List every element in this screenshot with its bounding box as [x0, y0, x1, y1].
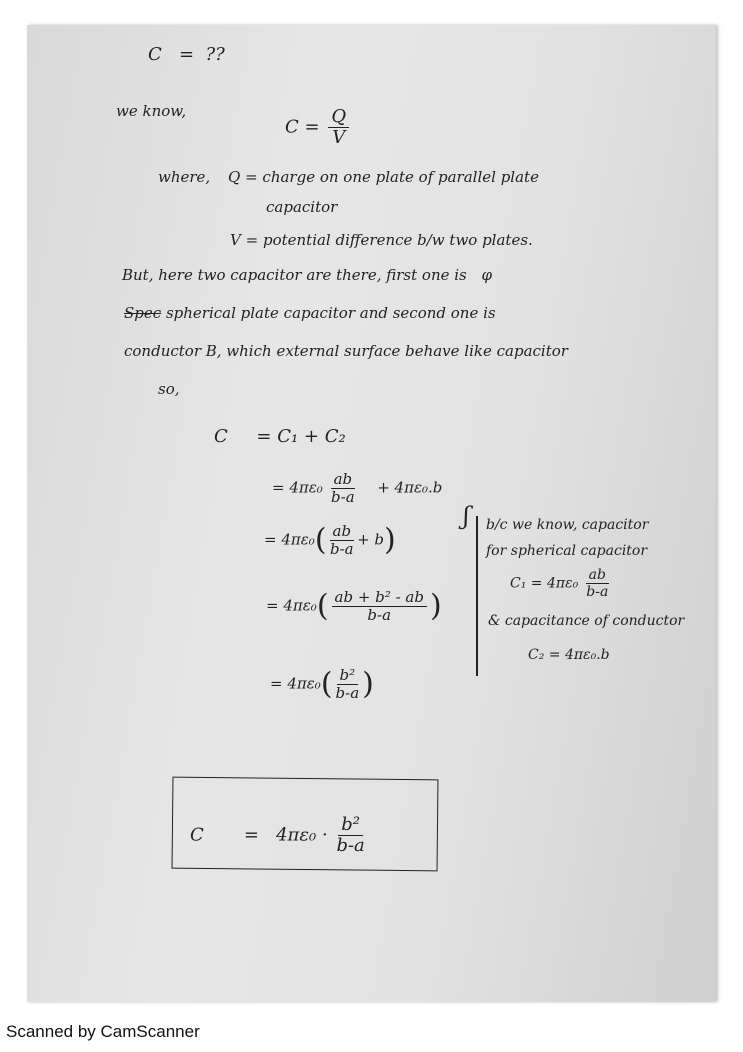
step-1-rhs: = C₁ + C₂ [256, 426, 346, 447]
close-paren: ) [384, 522, 396, 558]
open-paren: ( [320, 666, 333, 702]
explanation-line-4: so, [158, 380, 180, 398]
question-eq: = [178, 44, 195, 65]
step-3-prefix: = 4πε₀ [264, 530, 315, 549]
struck-word: Spec [124, 304, 162, 322]
explanation-line-2 [124, 306, 496, 321]
scanner-watermark: Scanned by CamScanner [6, 1022, 200, 1041]
explanation-line-3: conductor B, which external surface behave like capacitor [124, 342, 568, 360]
q-symbol: Q [228, 168, 241, 186]
question-rhs: ?? [205, 44, 225, 65]
explanation-text-1: But, here two capacitor are there, first one is [122, 266, 467, 284]
fraction-denominator: b-a [329, 540, 354, 558]
capacitance-formula [285, 108, 352, 147]
step-2 [272, 472, 442, 505]
we-know-label: we know, [116, 102, 187, 120]
formula-lhs: C = [285, 116, 320, 138]
close-paren: ) [429, 588, 442, 624]
fraction-denominator: b-a [335, 684, 360, 702]
step-5 [270, 668, 374, 701]
step-4 [266, 590, 442, 623]
step-4-fraction [332, 590, 427, 623]
final-prefix: 4πε₀ · [276, 824, 328, 846]
final-lhs: C [190, 824, 204, 846]
c1-prefix: C₁ = 4πε₀ [510, 575, 579, 592]
side-note-line-1: b/c we know, capacitor [486, 517, 649, 533]
step-1-lhs: C [214, 426, 228, 447]
side-note-c2: C₂ = 4πε₀.b [528, 647, 610, 663]
close-paren: ) [362, 666, 374, 702]
fraction-numerator: b² [337, 668, 359, 685]
brace-icon: ʃ [463, 502, 470, 530]
v-symbol: V [230, 231, 241, 249]
explanation-text-2: spherical plate capacitor and second one is [165, 304, 496, 322]
step-3-fraction [330, 524, 355, 557]
struck-glyph: φ [481, 266, 493, 284]
side-note-c1 [510, 568, 612, 599]
question-lhs: C [148, 44, 162, 65]
step-2-fraction [331, 472, 356, 505]
c1-fraction [586, 568, 609, 599]
final-fraction [336, 816, 364, 855]
q-definition [228, 170, 539, 185]
explanation-line-1 [122, 268, 492, 283]
fraction-denominator: b-a [331, 488, 355, 506]
side-note-line-3: & capacitance of conductor [488, 613, 685, 629]
v-text: = potential difference b/w two plates. [245, 231, 533, 249]
step-2-prefix: = 4πε₀ [272, 478, 323, 497]
question-line [148, 46, 225, 64]
step-1 [214, 428, 346, 446]
where-label: where, [158, 168, 211, 186]
q-text: = charge on one plate of parallel plate [245, 168, 539, 186]
side-note-line-2: for spherical capacitor [486, 543, 648, 559]
step-2-suffix: + 4πε₀.b [377, 478, 443, 497]
q-definition-cont: capacitor [266, 198, 338, 216]
final-eq: = [243, 824, 259, 846]
step-5-fraction [336, 668, 360, 701]
open-paren: ( [314, 522, 327, 558]
fraction-denominator: b-a [336, 835, 365, 856]
fraction-numerator: Q [328, 108, 349, 128]
fraction-numerator: ab + b² - ab [332, 590, 427, 607]
q-over-v-fraction [328, 108, 349, 147]
v-definition [230, 233, 533, 248]
fraction-numerator: ab [330, 524, 355, 541]
step-3 [264, 524, 396, 557]
fraction-numerator: ab [586, 568, 609, 584]
brace-line [476, 516, 478, 676]
open-paren: ( [316, 588, 329, 624]
step-3-suffix: + b [357, 530, 385, 549]
step-4-prefix: = 4πε₀ [266, 596, 317, 615]
fraction-denominator: b-a [586, 584, 609, 600]
final-answer [190, 816, 368, 855]
fraction-denominator: b-a [367, 606, 392, 624]
fraction-numerator: ab [331, 472, 356, 489]
fraction-denominator: V [332, 127, 346, 148]
fraction-numerator: b² [338, 816, 363, 836]
step-5-prefix: = 4πε₀ [270, 674, 321, 693]
